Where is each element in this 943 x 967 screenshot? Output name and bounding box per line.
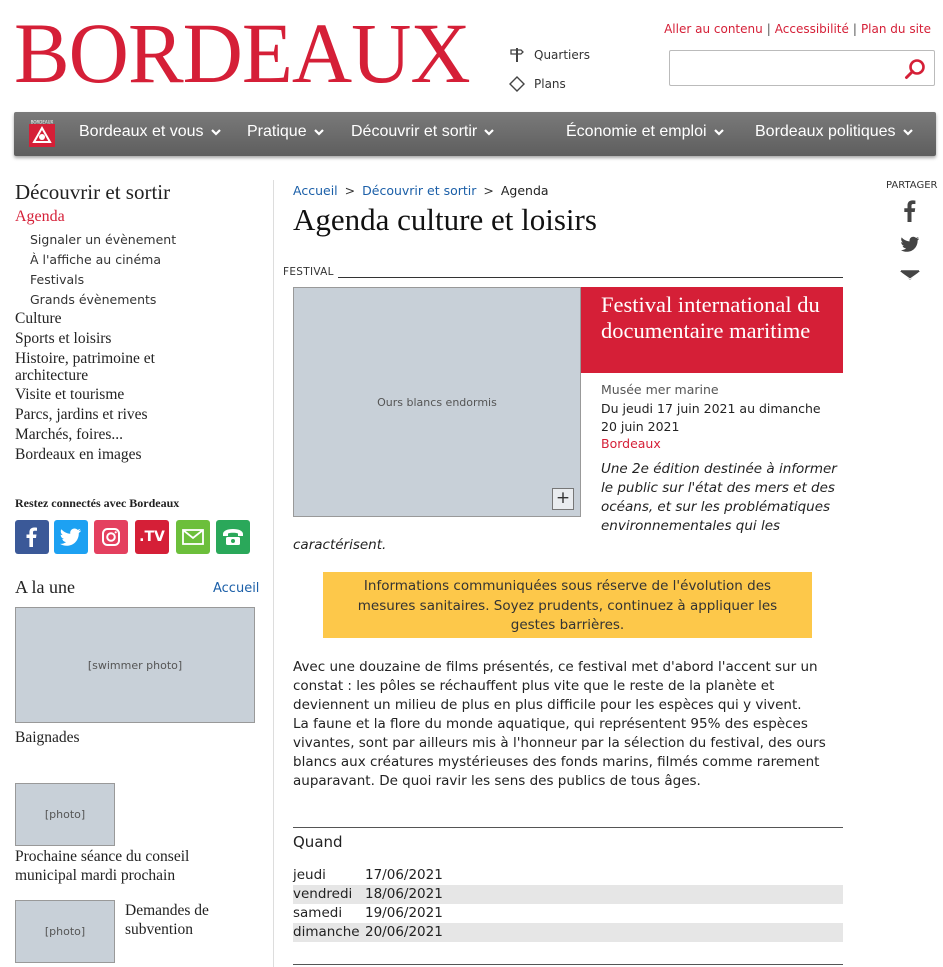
table-row <box>293 904 843 923</box>
sidebar-item-histoire[interactable]: Histoire, patrimoine et architecture <box>15 350 155 384</box>
chevron-down-icon <box>713 126 725 138</box>
sidebar-item-culture[interactable]: Culture <box>15 310 62 327</box>
chevron-down-icon <box>483 126 495 138</box>
event-place: Musée mer marine <box>601 382 719 397</box>
skip-to-content-link[interactable]: Aller au contenu <box>664 22 763 36</box>
separator: | <box>766 22 771 36</box>
bottom-rule <box>293 964 843 965</box>
sidebar-subitem-grands-evenements[interactable]: Grands évènements <box>30 292 157 307</box>
subvention-photo[interactable]: [photo] <box>15 900 115 963</box>
share-email-icon[interactable] <box>899 266 921 288</box>
quand-rule <box>293 827 843 828</box>
sidebar-item-sports[interactable]: Sports et loisirs <box>15 330 112 347</box>
sidebar-subitem-cinema[interactable]: À l'affiche au cinéma <box>30 252 161 267</box>
date-day: dimanche <box>293 923 365 942</box>
event-description: Une 2e édition destinée à informer le public sur l'état des mers et des océans, et sur les problématiques environnementales qui les <box>601 461 837 534</box>
breadcrumb-accueil[interactable]: Accueil <box>293 183 338 198</box>
event-body-paragraph: Avec une douzaine de films présentés, ce festival met d'abord l'accent sur un constat : les pôles se réchauffent plus vite que le reste de la planète et deviennent un milieu de plus en plus difficile pour les espèces qui y vivent. <box>293 659 818 713</box>
signpost-icon <box>508 46 526 64</box>
page-title: Agenda culture et loisirs <box>293 202 597 237</box>
table-row <box>293 866 843 885</box>
quartiers-link[interactable] <box>508 46 590 64</box>
share-twitter-icon[interactable] <box>899 233 921 255</box>
zoom-plus-icon[interactable]: + <box>552 488 574 510</box>
sanitary-notice: Informations communiquées sous réserve de l'évolution des mesures sanitaires. Soyez prudents, continuez à appliquer les gestes barrières. <box>323 572 812 638</box>
table-row <box>293 923 843 942</box>
nav-pratique[interactable] <box>247 123 325 141</box>
category-rule <box>283 266 843 278</box>
separator: | <box>852 22 857 36</box>
facebook-icon[interactable] <box>15 520 49 554</box>
sidebar-item-images[interactable]: Bordeaux en images <box>15 446 142 463</box>
sidebar-item-agenda[interactable]: Agenda <box>15 208 65 225</box>
breadcrumb-decouvrir[interactable]: Découvrir et sortir <box>362 183 477 198</box>
phone-icon[interactable] <box>216 520 250 554</box>
event-body-paragraph: La faune et la flore du monde aquatique, qui représentent 95% des espèces vivantes, sont par ailleurs mis à l'honneur par la sélection du festival, des ours blancs aux créatures mystérieuses des fonds marins, filmés comme rarement auparavant. De quoi ravir les sens des publics de tous âges. <box>293 716 826 789</box>
event-image-placeholder: Ours blancs endormis <box>377 395 497 409</box>
sidebar-item-parcs[interactable]: Parcs, jardins et rives <box>15 406 148 423</box>
social-heading: Restez connectés avec Bordeaux <box>15 496 180 510</box>
sidebar-subitem-signaler[interactable]: Signaler un évènement <box>30 232 177 247</box>
map-diamond-icon <box>508 75 526 93</box>
nav-label: Économie et emploi <box>566 123 707 140</box>
nav-label: Bordeaux politiques <box>755 123 896 140</box>
tv-icon[interactable] <box>135 520 169 554</box>
search-input[interactable] <box>670 51 890 85</box>
nav-bordeaux-et-vous[interactable] <box>79 123 222 141</box>
table-row <box>293 885 843 904</box>
breadcrumb-separator: > <box>344 183 356 198</box>
accessibility-link[interactable]: Accessibilité <box>774 22 849 36</box>
dates-table <box>293 866 843 942</box>
event-title: Festival international du documentaire maritime <box>601 292 820 343</box>
date-day: samedi <box>293 905 343 921</box>
event-description-continued: caractérisent. <box>293 537 387 553</box>
tv-label: .TV <box>139 529 165 545</box>
share-facebook-icon[interactable] <box>899 200 921 222</box>
date-day: jeudi <box>293 867 326 883</box>
breadcrumb <box>293 183 549 198</box>
event-city: Bordeaux <box>601 436 661 451</box>
column-divider <box>273 180 274 967</box>
a-la-une-accueil-link[interactable]: Accueil <box>213 581 260 596</box>
main-navigation <box>14 112 936 156</box>
date-value: 20/06/2021 <box>365 923 843 942</box>
news-title-conseil[interactable]: Prochaine séance du conseil municipal mardi prochain <box>15 848 190 884</box>
plans-label: Plans <box>534 77 566 91</box>
news-title-subvention[interactable]: Demandes de subvention <box>125 902 209 938</box>
search-box <box>669 50 935 86</box>
share-label: PARTAGER <box>886 180 938 191</box>
quand-heading: Quand <box>293 833 343 851</box>
date-value: 18/06/2021 <box>365 885 843 904</box>
newsletter-icon[interactable] <box>176 520 210 554</box>
swimmer-photo[interactable]: [swimmer photo] <box>15 607 255 723</box>
chevron-down-icon <box>210 126 222 138</box>
date-value: 19/06/2021 <box>365 905 443 921</box>
date-day: vendredi <box>293 885 365 904</box>
nav-economie-et-emploi[interactable] <box>566 123 725 141</box>
council-photo[interactable]: [photo] <box>15 783 115 846</box>
chevron-down-icon <box>902 126 914 138</box>
search-icon[interactable] <box>904 58 926 80</box>
bordeaux-emblem-icon[interactable] <box>28 120 56 148</box>
event-image[interactable] <box>293 287 581 517</box>
nav-bordeaux-politiques[interactable] <box>755 123 914 141</box>
news-title-baignades[interactable]: Baignades <box>15 729 80 746</box>
nav-label: Bordeaux et vous <box>79 123 204 140</box>
category-label: FESTIVAL <box>283 266 338 278</box>
breadcrumb-separator: > <box>483 183 494 198</box>
nav-decouvrir-et-sortir[interactable] <box>351 123 495 141</box>
quartiers-label: Quartiers <box>534 48 590 62</box>
nav-label: Découvrir et sortir <box>351 123 478 140</box>
chevron-down-icon <box>313 126 325 138</box>
nav-label: Pratique <box>247 123 307 140</box>
date-value: 17/06/2021 <box>365 867 443 883</box>
sidebar-item-visite[interactable]: Visite et tourisme <box>15 386 125 403</box>
sidebar-item-marches[interactable]: Marchés, foires... <box>15 426 124 443</box>
utility-links <box>660 22 935 36</box>
site-logo[interactable]: BORDEAUX <box>14 5 470 101</box>
a-la-une-heading: A la une <box>15 577 75 597</box>
sidebar-subitem-festivals[interactable]: Festivals <box>30 272 85 287</box>
breadcrumb-current: Agenda <box>500 183 549 198</box>
emblem-text: BORDEAUX <box>30 120 54 125</box>
event-title-box <box>581 287 843 373</box>
event-dates: Du jeudi 17 juin 2021 au dimanche 20 juin 2021 <box>601 401 821 434</box>
event-body <box>293 658 843 791</box>
sitemap-link[interactable]: Plan du site <box>860 22 931 36</box>
plans-link[interactable] <box>508 75 566 93</box>
twitter-icon[interactable] <box>54 520 88 554</box>
instagram-icon[interactable] <box>94 520 128 554</box>
sidebar-title: Découvrir et sortir <box>15 180 171 204</box>
